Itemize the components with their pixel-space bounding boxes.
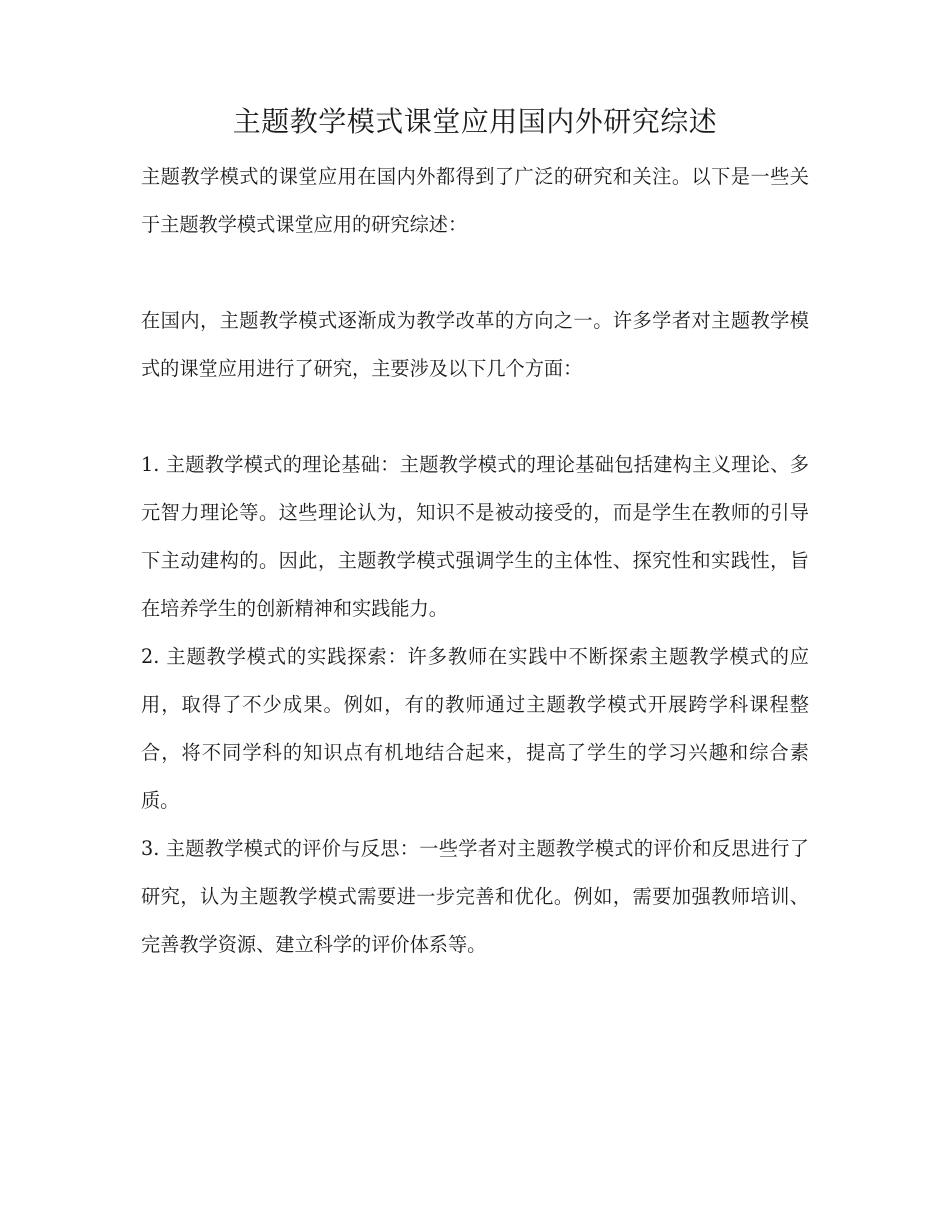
list-item-evaluation-reflection: 3. 主题教学模式的评价与反思：一些学者对主题教学模式的评价和反思进行了研究，认为主题教学模式需要进一步完善和优化。例如，需要加强教师培训、完善教学资源、建立科学的评价体系等。 (141, 837, 809, 956)
list-item-practice-exploration: 2. 主题教学模式的实践探索：许多教师在实践中不断探索主题教学模式的应用，取得了不少成果。例如，有的教师通过主题教学模式开展跨学科课程整合，将不同学科的知识点有机地结合起来，提高了学生的学习兴趣和综合素质。 (141, 645, 809, 812)
intro-paragraph: 主题教学模式的课堂应用在国内外都得到了广泛的研究和关注。以下是一些关于主题教学模式课堂应用的研究综述： (141, 165, 809, 236)
domestic-paragraph: 在国内，主题教学模式逐渐成为教学改革的方向之一。许多学者对主题教学模式的课堂应用进行了研究，主要涉及以下几个方面： (141, 309, 809, 380)
list-item-theory-basis: 1. 主题教学模式的理论基础：主题教学模式的理论基础包括建构主义理论、多元智力理论等。这些理论认为，知识不是被动接受的，而是学生在教师的引导下主动建构的。因此，主题教学模式强调学生的主体性、探究性和实践性，旨在培养学生的创新精神和实践能力。 (141, 453, 809, 620)
document-title: 主题教学模式课堂应用国内外研究综述 (232, 105, 718, 138)
